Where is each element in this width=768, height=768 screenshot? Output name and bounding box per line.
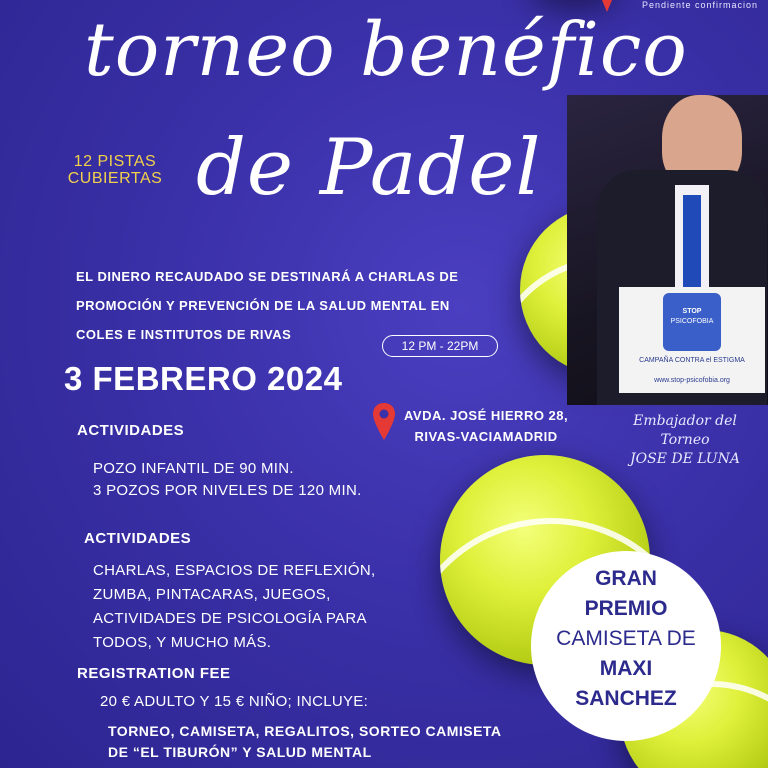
title-line1: torneo benéfico [84, 7, 688, 93]
ambassador-name: JOSE DE LUNA [630, 451, 740, 467]
section2-heading: ACTIVIDADES [84, 530, 192, 547]
sign-campaign: CAMPAÑA CONTRA el ESTIGMA [639, 357, 745, 364]
prize-line5: SANCHEZ [575, 687, 677, 710]
sign-url: www.stop-psicofobia.org [654, 377, 730, 384]
location-pin-icon [372, 402, 396, 442]
fee-includes-line2: DE “EL TIBURÓN” Y SALUD MENTAL [108, 744, 372, 760]
courts-line2: CUBIERTAS [67, 170, 163, 187]
ambassador-caption-line2: Torneo [660, 432, 710, 448]
fee-includes [108, 721, 502, 763]
address [404, 405, 568, 447]
fee-heading: REGISTRATION FEE [77, 665, 231, 682]
courts-line1: 12 PISTAS [73, 153, 157, 170]
prize-badge [531, 551, 721, 741]
intro-line: EL DINERO RECAUDADO SE DESTINARÁ A CHARLAS DE [76, 269, 459, 284]
ambassador-photo [567, 95, 768, 405]
address-line1: AVDA. JOSÉ HIERRO 28, [404, 408, 569, 423]
stop-logo [663, 293, 721, 351]
fee-price: 20 € ADULTO Y 15 € NIÑO; INCLUYE: [100, 693, 369, 710]
text-line: CHARLAS, ESPACIOS DE REFLEXIÓN, [93, 562, 376, 579]
status-text: Pendiente confirmacion [641, 0, 759, 10]
title-line2: de Padel [196, 123, 542, 213]
text-line: ZUMBA, PINTACARAS, JUEGOS, [93, 586, 331, 603]
section1-heading: ACTIVIDADES [77, 422, 185, 439]
section1-list [93, 458, 362, 502]
event-date: 3 FEBRERO 2024 [64, 360, 343, 397]
list-item: POZO INFANTIL DE 90 MIN. [93, 460, 294, 477]
prize-line1: GRAN [595, 567, 657, 590]
ambassador-caption [602, 412, 768, 469]
courts-info [56, 153, 174, 187]
text-line: ACTIVIDADES DE PSICOLOGÍA PARA [93, 610, 367, 627]
address-line2: RIVAS-VACIAMADRID [414, 429, 558, 444]
intro-line: COLES E INSTITUTOS DE RIVAS [76, 327, 292, 342]
prize-line4: MAXI [599, 657, 653, 680]
stop-sign [619, 287, 765, 393]
prize-line2: PREMIO [584, 597, 668, 620]
time-badge: 12 PM - 22PM [382, 335, 498, 357]
section2-text [93, 559, 375, 655]
prize-line3: CAMISETA DE [556, 627, 696, 650]
stop-logo-text: STOP [682, 308, 702, 315]
fee-includes-line1: TORNEO, CAMISETA, REGALITOS, SORTEO CAMISETA [108, 723, 502, 739]
ambassador-caption-line1: Embajador del [633, 413, 737, 429]
list-item: 3 POZOS POR NIVELES DE 120 MIN. [93, 482, 362, 499]
stop-logo-subtext: PSICOFOBIA [670, 318, 714, 325]
intro-line: PROMOCIÓN Y PREVENCIÓN DE LA SALUD MENTAL EN [76, 298, 450, 313]
text-line: TODOS, Y MUCHO MÁS. [93, 634, 272, 651]
